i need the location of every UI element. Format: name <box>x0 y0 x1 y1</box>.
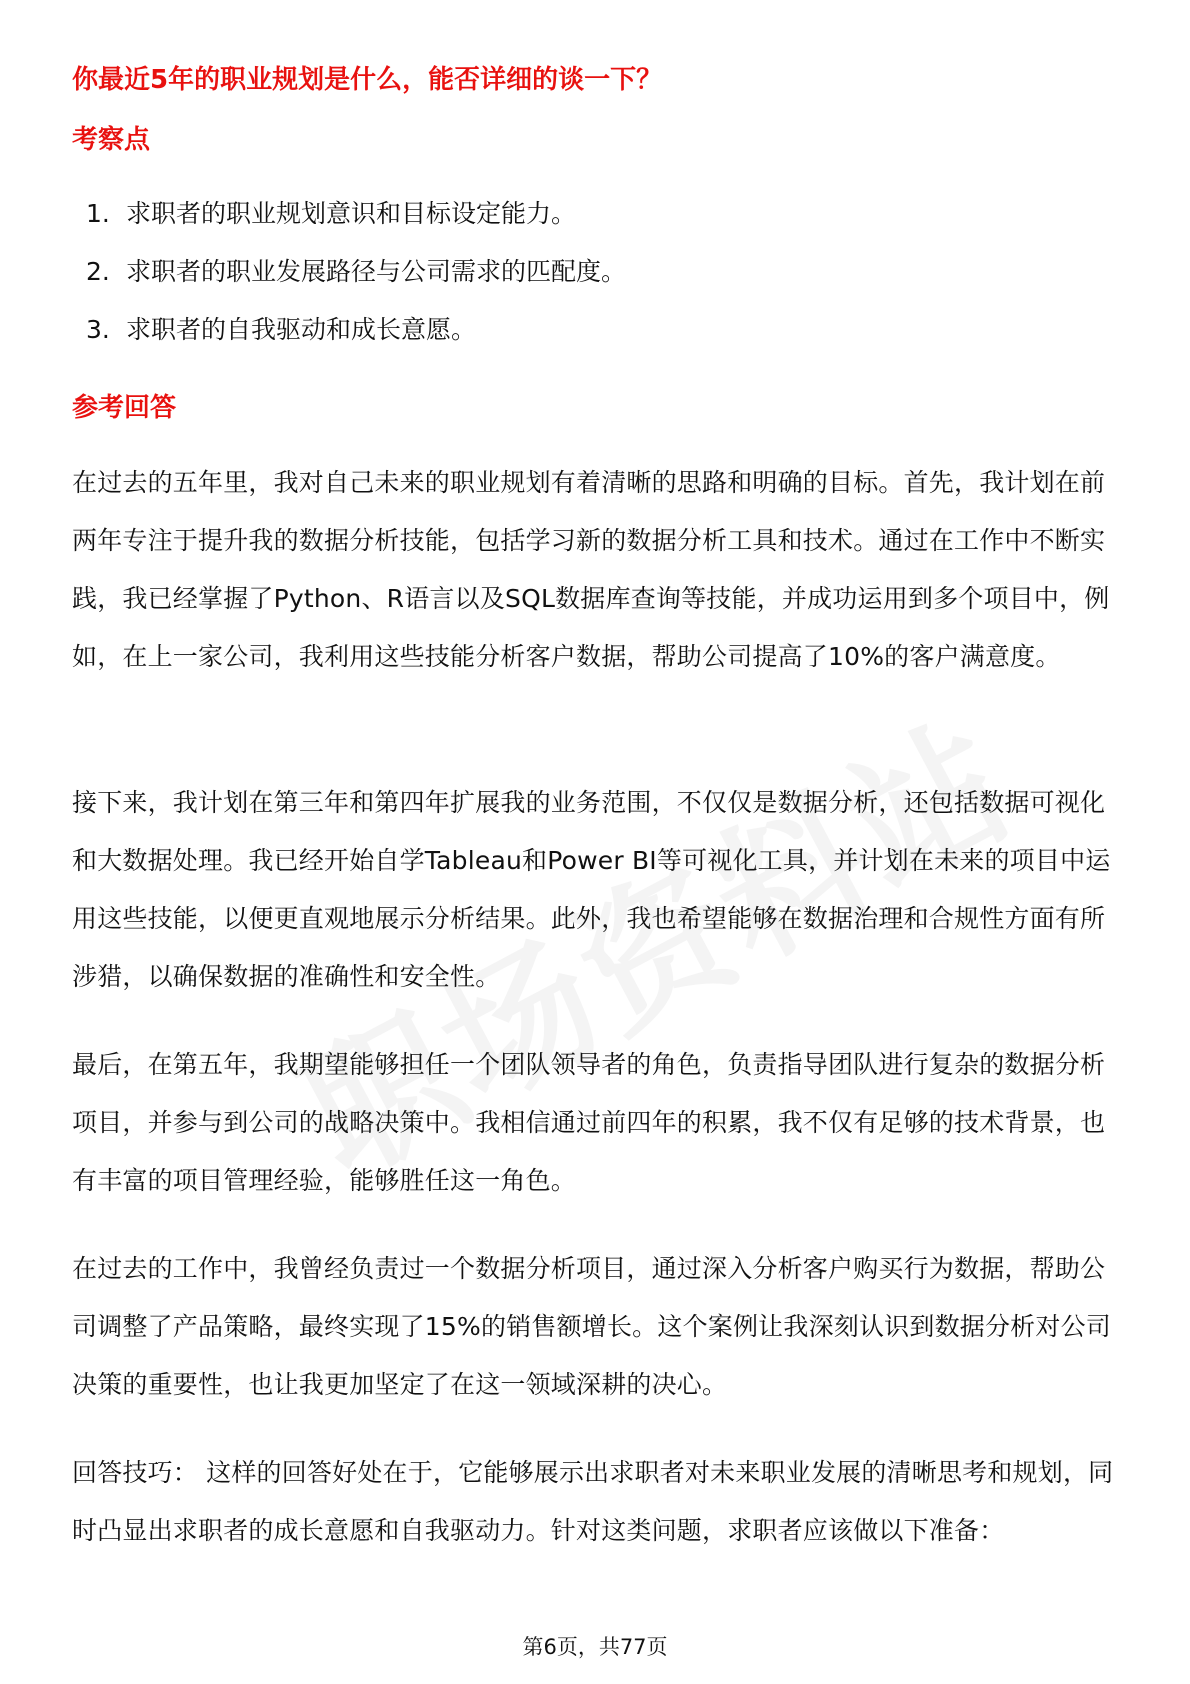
list-item-text: 求职者的自我驱动和成长意愿。 <box>126 315 477 344</box>
list-item-number: 3. <box>86 315 110 344</box>
list-item-text: 求职者的职业规划意识和目标设定能力。 <box>126 199 577 228</box>
answer-paragraph: 在过去的五年里，我对自己未来的职业规划有着清晰的思路和明确的目标。首先，我计划在前两年专注于提升我的数据分析技能，包括学习新的数据分析工具和技术。通过在工作中不断实践，我已经掌握了Python、R语言以及SQL数据库查询等技能，并成功运用到多个项目中，例如，在上一家公司，我利用这些技能分析客户数据，帮助公司提高了10%的客户满意度。 <box>72 468 1110 671</box>
list-item-number: 2. <box>86 257 110 286</box>
question-title: 你最近5年的职业规划是什么，能否详细的谈一下？ <box>72 65 663 95</box>
points-heading: 考察点 <box>72 125 151 155</box>
answer-paragraph: 最后，在第五年，我期望能够担任一个团队领导者的角色，负责指导团队进行复杂的数据分析项目，并参与到公司的战略决策中。我相信通过前四年的积累，我不仅有足够的技术背景，也有丰富的项目管理经验，能够胜任这一角色。 <box>72 1050 1106 1195</box>
points-list <box>72 196 1122 370</box>
answer-paragraph: 在过去的工作中，我曾经负责过一个数据分析项目，通过深入分析客户购买行为数据，帮助公司调整了产品策略，最终实现了15%的销售额增长。这个案例让我深刻认识到数据分析对公司决策的重要性，也让我更加坚定了在这一领域深耕的决心。 <box>72 1254 1111 1399</box>
page-footer: 第6页，共77页 <box>522 1635 668 1659</box>
list-item <box>72 254 1122 312</box>
answer-paragraph: 接下来，我计划在第三年和第四年扩展我的业务范围，不仅仅是数据分析，还包括数据可视化和大数据处理。我已经开始自学Tableau和Power BI等可视化工具，并计划在未来的项目中运用这些技能，以便更直观地展示分析结果。此外，我也希望能够在数据治理和合规性方面有所涉猎，以确保数据的准确性和安全性。 <box>72 788 1111 991</box>
list-item-text: 求职者的职业发展路径与公司需求的匹配度。 <box>126 257 627 286</box>
list-item <box>72 312 1122 370</box>
list-item-number: 1. <box>86 199 110 228</box>
answer-heading: 参考回答 <box>72 393 177 423</box>
list-item <box>72 196 1122 254</box>
answer-tips-paragraph: 回答技巧： 这样的回答好处在于，它能够展示出求职者对未来职业发展的清晰思考和规划，同时凸显出求职者的成长意愿和自我驱动力。针对这类问题，求职者应该做以下准备： <box>72 1458 1114 1545</box>
